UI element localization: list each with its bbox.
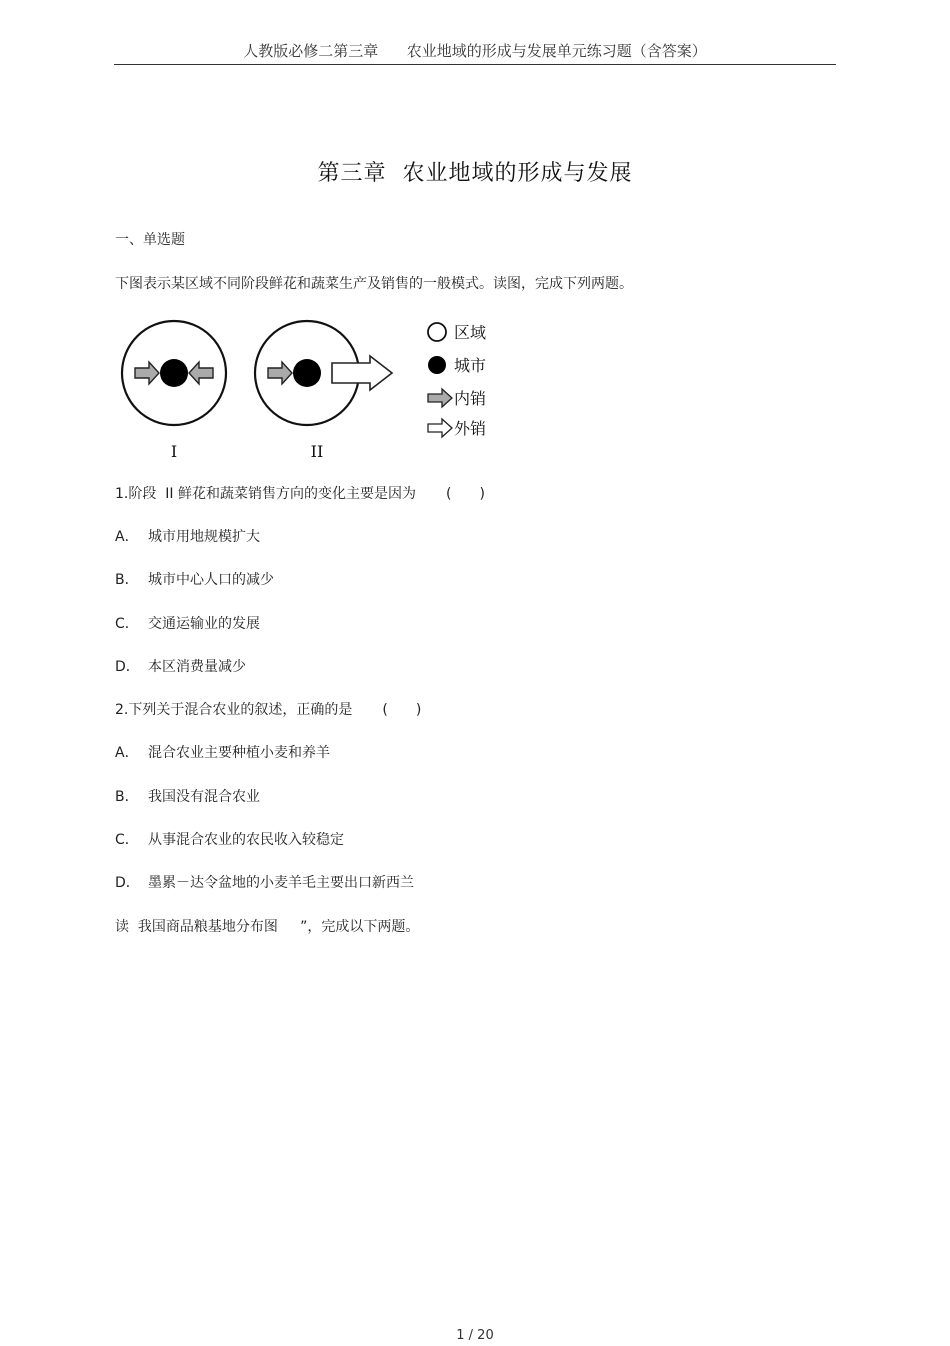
option-letter: B． — [115, 789, 139, 805]
question-stem-text: 1.阶段 II 鲜花和蔬菜销售方向的变化主要是因为 — [115, 486, 416, 502]
white-arrow-icon — [428, 419, 452, 437]
question-1-option-b[interactable] — [115, 569, 274, 589]
option-letter: C． — [115, 832, 139, 848]
page-title: 第三章 农业地域的形成与发展 — [317, 161, 633, 186]
answer-paren-close: ) — [479, 486, 485, 502]
legend-label-city: 城市 — [454, 356, 487, 375]
option-letter: C． — [115, 616, 139, 632]
answer-paren-open: ( — [445, 486, 452, 502]
question-intro: 下图表示某区域不同阶段鲜花和蔬菜生产及销售的一般模式。读图，完成下列两题。 — [115, 276, 633, 292]
legend-label-domestic: 内销 — [454, 389, 487, 408]
option-text: 交通运输业的发展 — [148, 616, 260, 632]
stage-two-diagram — [255, 321, 392, 461]
city-dot — [293, 359, 321, 387]
option-letter: D． — [115, 659, 140, 675]
stage-label-one: I — [170, 442, 178, 461]
question-2-stem — [115, 699, 421, 719]
running-header: 人教版必修二第三章 农业地域的形成与发展单元练习题（含答案） — [243, 42, 707, 60]
answer-paren-close: ) — [415, 702, 422, 718]
option-letter: A． — [115, 529, 139, 545]
legend-label-export: 外销 — [454, 419, 487, 438]
answer-paren-open: ( — [382, 702, 388, 718]
filled-circle-icon — [428, 356, 446, 374]
stage-label-two: II — [310, 442, 324, 461]
option-text: 本区消费量减少 — [148, 659, 246, 675]
question-1-option-d[interactable] — [115, 656, 246, 676]
section-heading: 一、单选题 — [115, 232, 185, 248]
question-1-stem — [115, 483, 485, 503]
sales-pattern-figure — [114, 312, 514, 462]
question-stem-text: 2.下列关于混合农业的叙述，正确的是 — [115, 702, 353, 718]
next-question-intro: 读 我国商品粮基地分布图 ”，完成以下两题。 — [115, 919, 420, 935]
question-1-option-c[interactable] — [115, 613, 260, 633]
option-text: 混合农业主要种植小麦和养羊 — [148, 745, 330, 761]
option-text: 从事混合农业的农民收入较稳定 — [148, 832, 344, 848]
question-2-option-d[interactable] — [115, 872, 414, 892]
city-dot — [160, 359, 188, 387]
question-1-option-a[interactable] — [115, 526, 260, 546]
question-2-option-b[interactable] — [115, 786, 260, 806]
stage-one-diagram — [122, 321, 226, 461]
legend-label-region: 区域 — [454, 323, 487, 342]
gray-arrow-icon — [428, 389, 452, 407]
option-text: 墨累－达令盆地的小麦羊毛主要出口新西兰 — [148, 875, 414, 891]
option-letter: D． — [115, 875, 140, 891]
option-text: 我国没有混合农业 — [148, 789, 260, 805]
header-rule — [114, 64, 836, 65]
open-circle-icon — [428, 323, 446, 341]
option-text: 城市用地规模扩大 — [148, 529, 260, 545]
question-2-option-a[interactable] — [115, 742, 330, 762]
page-number: 1 / 20 — [456, 1328, 494, 1343]
option-text: 城市中心人口的减少 — [148, 572, 274, 588]
question-2-option-c[interactable] — [115, 829, 344, 849]
option-letter: B． — [115, 572, 139, 588]
option-letter: A． — [115, 745, 139, 761]
figure-legend — [428, 323, 486, 438]
